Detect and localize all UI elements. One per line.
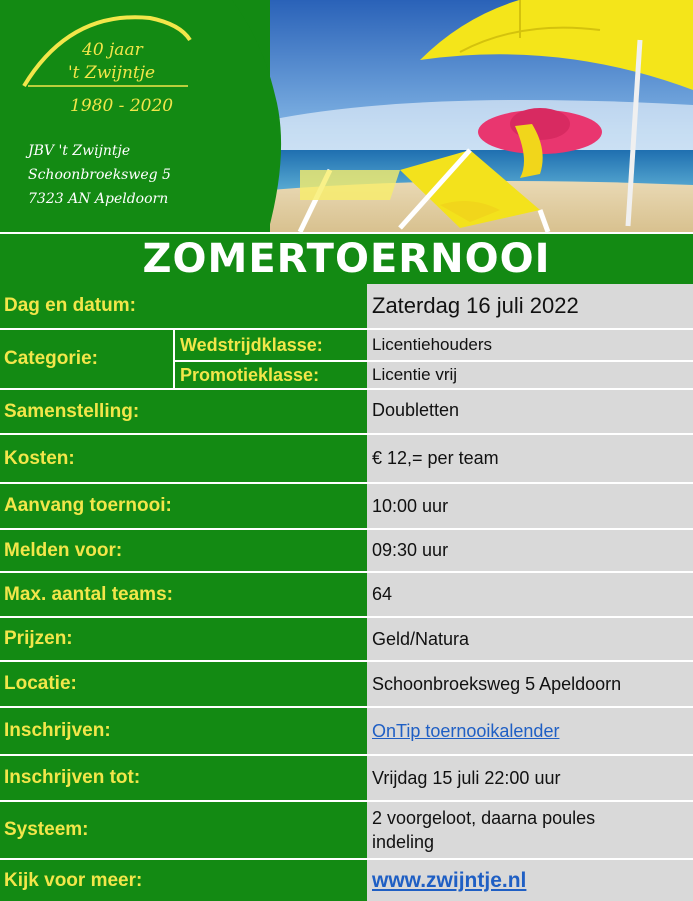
composition-value: Doubletten [367, 390, 693, 433]
flyer-header [0, 0, 693, 232]
system-value-line2: indeling [372, 832, 435, 852]
logo-years: 1980 - 2020 [70, 96, 174, 116]
max-teams-label: Max. aantal teams: [0, 573, 367, 616]
row-max-teams [0, 573, 693, 618]
category-label: Categorie: [0, 330, 175, 388]
row-composition [0, 390, 693, 435]
row-prizes [0, 618, 693, 662]
start-value: 10:00 uur [367, 484, 693, 528]
costs-value: € 12,= per team [367, 435, 693, 482]
system-value-line1: 2 voorgeloot, daarna poules [372, 807, 596, 828]
row-more [0, 860, 693, 901]
row-costs [0, 435, 693, 484]
competition-class-label: Wedstrijdklasse: [175, 330, 367, 360]
row-register [0, 708, 693, 756]
location-label: Locatie: [0, 662, 367, 706]
max-teams-value: 64 [367, 573, 693, 616]
row-system [0, 802, 693, 860]
register-until-value: Vrijdag 15 juli 22:00 uur [367, 756, 693, 800]
location-value: Schoonbroeksweg 5 Apeldoorn [367, 662, 693, 706]
website-link[interactable]: www.zwijntje.nl [372, 868, 527, 892]
more-label: Kijk voor meer: [0, 860, 367, 901]
prizes-value: Geld/Natura [367, 618, 693, 660]
logo-club-name: 't Zwijntje [68, 63, 156, 83]
address-name: JBV 't Zwijntje [28, 143, 131, 159]
date-label: Dag en datum: [0, 284, 367, 328]
address-city: 7323 AN Apeldoorn [28, 191, 169, 207]
date-value: Zaterdag 16 juli 2022 [367, 284, 693, 328]
report-value: 09:30 uur [367, 530, 693, 571]
start-label: Aanvang toernooi: [0, 484, 367, 528]
prizes-label: Prijzen: [0, 618, 367, 660]
ontip-link[interactable]: OnTip toernooikalender [372, 720, 560, 741]
competition-class-value: Licentiehouders [367, 330, 693, 360]
logo-anniversary: 40 jaar [82, 40, 143, 60]
row-date [0, 284, 693, 330]
promotion-class-value: Licentie vrij [367, 362, 693, 388]
title-bar [0, 232, 693, 284]
report-label: Melden voor: [0, 530, 367, 571]
system-label: Systeem: [0, 802, 367, 858]
row-report [0, 530, 693, 573]
row-location [0, 662, 693, 708]
promotion-class-label: Promotieklasse: [175, 362, 367, 388]
address-street: Schoonbroeksweg 5 [28, 167, 171, 183]
row-register-until [0, 756, 693, 802]
register-label: Inschrijven: [0, 708, 367, 754]
costs-label: Kosten: [0, 435, 367, 482]
page-title: ZOMERTOERNOOI [142, 236, 551, 282]
register-until-label: Inschrijven tot: [0, 756, 367, 800]
row-category [0, 330, 693, 390]
row-start [0, 484, 693, 530]
composition-label: Samenstelling: [0, 390, 367, 433]
